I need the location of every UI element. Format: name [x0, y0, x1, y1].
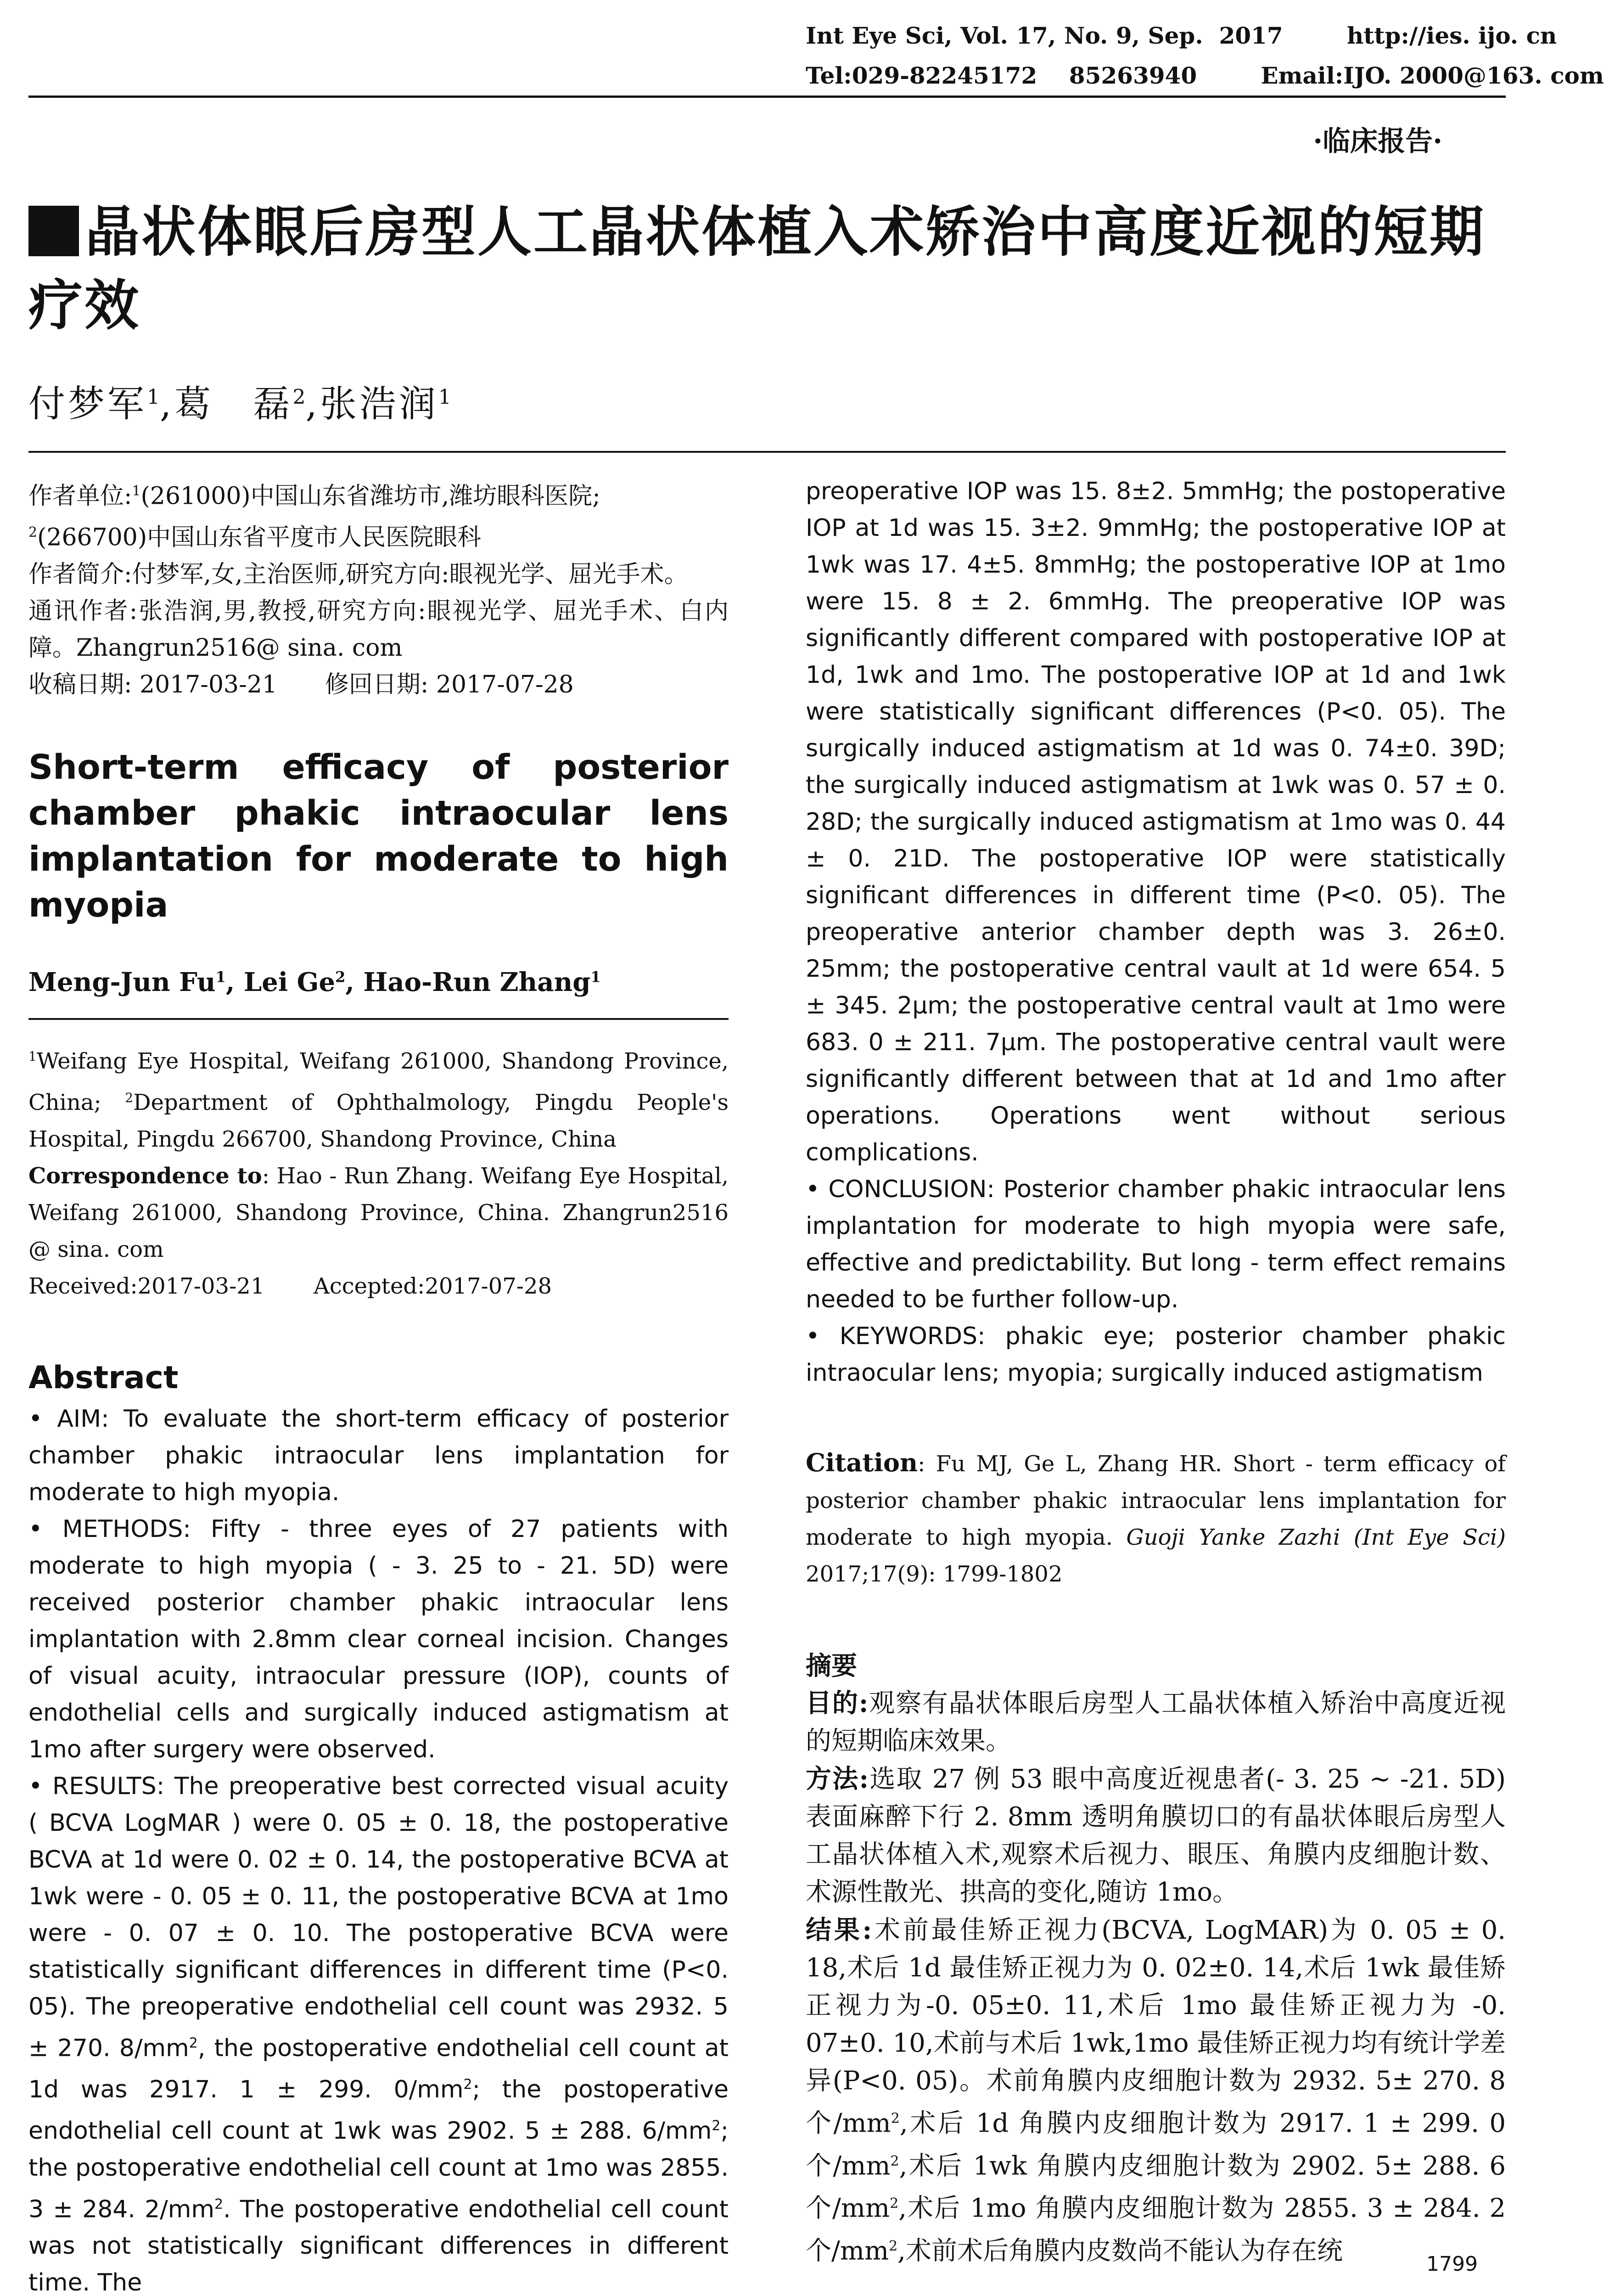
dates-cn: 收稿日期: 2017-03-21 修回日期: 2017-07-28 — [28, 670, 574, 698]
abstract-keywords: • KEYWORDS: phakic eye; posterior chamber phakic intraocular lens; myopia; surgically induced astigmatism — [806, 1322, 1506, 1387]
author-affiliation-mark: 1 — [590, 968, 601, 985]
cn-results — [806, 1911, 1506, 2270]
affiliation-mark: 2 — [125, 1090, 134, 1105]
cn-methods-label: 方法: — [806, 1764, 869, 1794]
article-title-text: 晶状体眼后房型人工晶状体植入术矫治中高度近视的短期疗效 — [28, 200, 1486, 337]
header-divider — [28, 96, 1506, 98]
cn-aim — [806, 1684, 1506, 1760]
unit-exponent: 2 — [889, 2238, 898, 2254]
citation — [806, 1444, 1506, 1593]
correspondence-en — [28, 1158, 729, 1268]
abstract-conclusion: • CONCLUSION: Posterior chamber phakic intraocular lens implantation for moderate to high myopia were safe, effective and predictability. But long - term effect remains needed to be further follow-up. — [806, 1176, 1506, 1313]
author-affiliation-mark: 1 — [438, 385, 451, 409]
author-name: 葛 磊 — [174, 383, 293, 425]
cn-aim-label: 目的: — [806, 1688, 869, 1718]
author-affiliation-mark: 1 — [147, 385, 160, 409]
cn-aim-text: 观察有晶状体眼后房型人工晶状体植入矫治中高度近视的短期临床效果。 — [806, 1688, 1506, 1756]
cn-results-text: 术前最佳矫正视力(BCVA, LogMAR)为 0. 05 ± 0. 18,术后 1d 最佳矫正视力为 0. 02±0. 14,术后 1wk 最佳矫正视力为-0. 05±0. 11,术后 1mo 最佳矫正视力为 -0. 07±0. 10,术前与术后 1wk,1mo 最佳矫正视力均有统计学差异(P<0. 05)。术前角膜内皮细胞计数为 2932. 5± 270. 8 个/mm — [806, 1915, 1506, 2138]
chinese-abstract — [806, 1684, 1506, 2270]
affiliation-2: Department of Ophthalmology, Pingdu People's Hospital, Pingdu 266700, Shandong Province, China — [28, 1089, 729, 1152]
title-first-character-block — [28, 206, 79, 256]
abstract-methods: • METHODS: Fifty - three eyes of 27 patients with moderate to high myopia ( - 3. 25 to - 21. 5D) were received posterior chamber phakic intraocular lens implantation with 2.8mm clear corneal incision. Changes of visual acuity, intraocular pressure (IOP), counts of endothelial cells and surgically induced astigmatism at 1mo after surgery were observed. — [28, 1515, 729, 1763]
affiliation-mark: 1 — [132, 483, 141, 499]
cn-methods-text: 选取 27 例 53 眼中高度近视患者(- 3. 25 ~ -21. 5D)表面麻醉下行 2. 8mm 透明角膜切口的有晶状体眼后房型人工晶状体植入术,观察术后视力、眼压、角膜内皮细胞计数、术源性散光、拱高的变化,随访 1mo。 — [806, 1764, 1506, 1907]
unit-exponent: 2 — [890, 2195, 899, 2212]
cn-results-text: ,术后 1wk 角膜内皮细胞计数为 2902. 5± 288. 6 个/mm — [806, 2151, 1506, 2223]
author-name: 张浩润 — [320, 383, 438, 425]
unit-2: (266700)中国山东省平度市人民医院眼科 — [37, 523, 482, 551]
author-affiliation-mark: 1 — [215, 968, 226, 985]
author-affiliation-mark: 2 — [292, 385, 306, 409]
citation-journal: Guoji Yanke Zazhi (Int Eye Sci) — [1126, 1525, 1506, 1550]
label: 作者单位: — [28, 482, 132, 510]
affiliation-mark: 2 — [28, 524, 38, 541]
affiliation-divider — [28, 1018, 729, 1020]
author-name: 付梦军 — [28, 383, 147, 425]
abstract-results — [28, 1768, 729, 2296]
author-name: Lei Ge — [243, 967, 336, 997]
results-text: ; the postoperative endothelial cell count at 1wk was 2902. 5 ± 288. 6/mm — [28, 2076, 729, 2145]
unit-exponent: 2 — [891, 2110, 900, 2127]
abstract-results-continued: preoperative IOP was 15. 8±2. 5mmHg; the postoperative IOP at 1d was 15. 3±2. 9mmHg; the postoperative IOP at 1wk was 17. 4±5. 8mmHg; the postoperative IOP at 1mo were 15. 8 ± 2. 6mmHg. The preoperative IOP was significantly different compared with postoperative IOP at 1d, 1wk and 1mo. The postoperative IOP at 1d and 1wk were statistically significant differences (P<0. 05). The surgically induced astigmatism at 1d was 0. 74±0. 39D; the surgically induced astigmatism at 1wk was 0. 57 ± 0. 28D; the surgically induced astigmatism at 1mo was 0. 44 ± 0. 21D. The postoperative IOP were statistically significant differences in different time (P<0. 05). The preoperative anterior chamber depth was 3. 26±0. 25mm; the postoperative central vault at 1d were 654. 5 ± 345. 2μm; the postoperative central vault at 1mo were 683. 0 ± 211. 7μm. The postoperative central vault were significantly different between that at 1d and 1mo after operations. Operations went without serious complications. — [806, 478, 1506, 1166]
results-text: . The postoperative endothelial cell count was not statistically significant differences in different time. The — [28, 2195, 729, 2296]
unit-exponent: 2 — [214, 2196, 224, 2212]
left-column — [28, 473, 729, 2296]
author-intro: 作者简介:付梦军,女,主治医师,研究方向:眼视光学、屈光手术。 — [28, 560, 688, 588]
article-title — [28, 195, 1516, 342]
results-text: , the postoperative endothelial cell count at 1d was 2917. 1 ± 299. 0/mm — [28, 2034, 729, 2104]
affiliation-1: Weifang Eye Hospital, Weifang 261000, Shandong Province, China; — [28, 1048, 729, 1115]
affiliation-mark: 1 — [28, 1048, 37, 1064]
author-name: Hao-Run Zhang — [363, 967, 591, 997]
section-tag: ·临床报告· — [1313, 125, 1442, 158]
authors-chinese: 付梦军$^1$,葛 磊$^2$,张浩润$^1$ — [28, 383, 451, 425]
affiliation-text — [28, 1038, 729, 1158]
abstract-body — [28, 1401, 729, 2296]
abstract-heading: Abstract — [28, 1359, 179, 1396]
author-affiliation-mark: 2 — [335, 968, 346, 985]
affiliations — [28, 1038, 729, 1305]
author-units — [28, 473, 729, 556]
cn-methods — [806, 1760, 1506, 1911]
page-number: 1799 — [1426, 2252, 1478, 2276]
citation-label: Citation — [806, 1448, 918, 1477]
abstract-body-continued — [806, 473, 1506, 1391]
chinese-metadata — [28, 473, 729, 703]
received-accepted: Received:2017-03-21 Accepted:2017-07-28 — [28, 1273, 552, 1299]
citation-text: : Fu MJ, Ge L, Zhang HR. Short - term efficacy of posterior chamber phakic intraocular lens implantation for moderate to high myopia. — [806, 1451, 1506, 1550]
citation-volume-pages: 2017;17(9): 1799-1802 — [806, 1561, 1063, 1587]
results-text: ; the postoperative endothelial cell count at 1mo was 2855. 3 ± 284. 2/mm — [28, 2117, 729, 2223]
journal-contact-line: Tel:029-82245172 85263940 Email:IJO. 2000@163. com — [806, 62, 1604, 89]
cn-results-text: ,术后 1mo 角膜内皮细胞计数为 2855. 3 ± 284. 2 个/mm — [806, 2193, 1506, 2266]
english-title: Short-term efficacy of posterior chamber phakic intraocular lens implantation for moderate to high myopia — [28, 747, 729, 925]
title-divider — [28, 451, 1506, 453]
authors-english: Meng-Jun Fu$^1$, Lei Ge$^2$, Hao-Run Zhang$^1$ — [28, 967, 601, 997]
correspondence-text: : Hao - Run Zhang. Weifang Eye Hospital, Weifang 261000, Shandong Province, China. Zhangrun2516 @ sina. com — [28, 1163, 729, 1262]
journal-header-line: Int Eye Sci, Vol. 17, No. 9, Sep. 2017 http://ies. ijo. cn — [806, 22, 1557, 49]
cn-results-text: ,术前术后角膜内皮数尚不能认为存在统 — [897, 2236, 1343, 2266]
correspondence-cn: 通讯作者:张浩润,男,教授,研究方向:眼视光学、屈光手术、白内障。Zhangrun2516@ sina. com — [28, 597, 729, 662]
correspondence-label: Correspondence to — [28, 1163, 262, 1189]
chinese-abstract-heading: 摘要 — [806, 1651, 857, 1681]
abstract-aim: • AIM: To evaluate the short-term efficacy of posterior chamber phakic intraocular lens implantation for moderate to high myopia. — [28, 1405, 729, 1506]
unit-exponent: 2 — [890, 2153, 899, 2169]
right-column — [806, 473, 1506, 2270]
unit-exponent: 2 — [712, 2118, 721, 2134]
results-text: • RESULTS: The preoperative best corrected visual acuity ( BCVA LogMAR ) were 0. 05 ± 0. 18, the postoperative BCVA at 1d were 0. 02 ± 0. 14, the postoperative BCVA at 1wk were - 0. 05 ± 0. 11, the postoperative BCVA at 1mo were - 0. 07 ± 0. 10. The postoperative BCVA were statistically significant differences in different time (P<0. 05). The preoperative endothelial cell count was 2932. 5 ± 270. 8/mm — [28, 1772, 729, 2062]
author-name: Meng-Jun Fu — [28, 967, 216, 997]
unit-1: (261000)中国山东省潍坊市,潍坊眼科医院; — [140, 482, 600, 510]
cn-results-label: 结果: — [806, 1915, 872, 1945]
cn-results-text: ,术后 1d 角膜内皮细胞计数为 2917. 1 ± 299. 0 个/mm — [806, 2108, 1506, 2181]
unit-exponent: 2 — [463, 2076, 472, 2093]
unit-exponent: 2 — [189, 2035, 198, 2051]
